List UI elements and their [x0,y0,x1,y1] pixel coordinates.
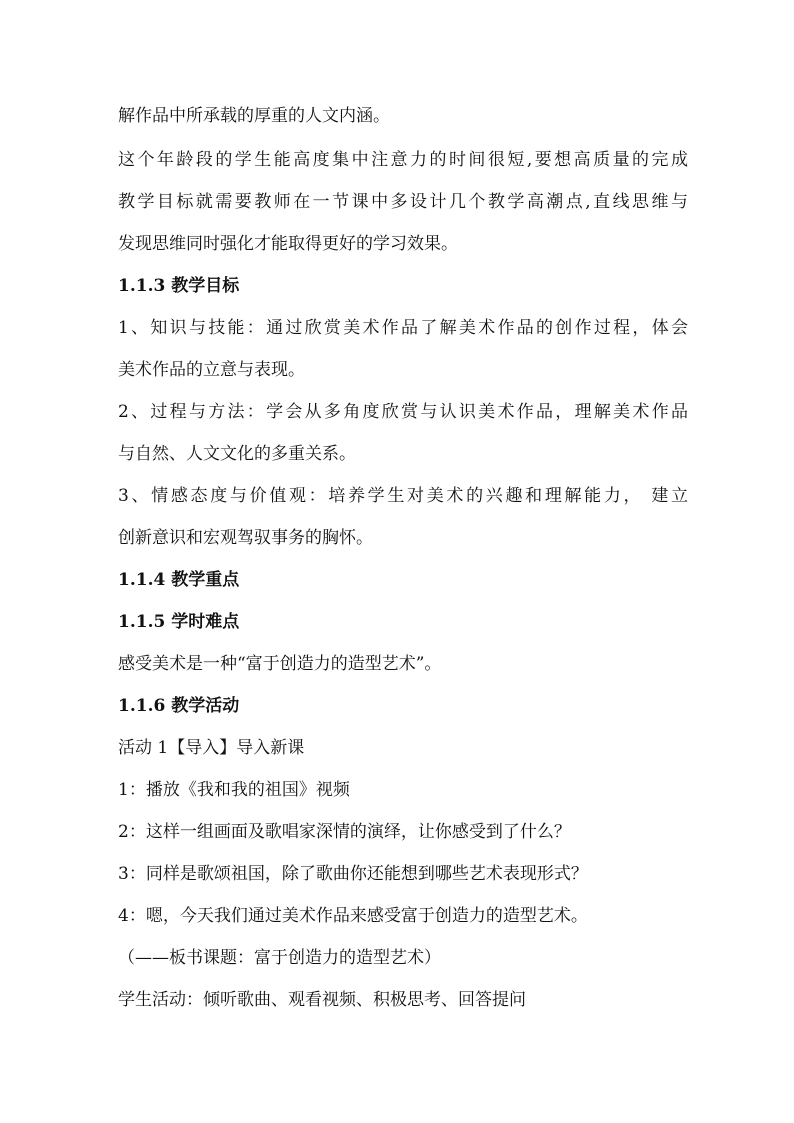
paragraph-line: 解作品中所承载的厚重的人文内涵。 [118,106,390,126]
list-item: 1：播放《我和我的祖国》视频 [118,780,350,800]
paragraph-line: 发现思维同时强化才能取得更好的学习效果。 [118,234,458,254]
paragraph-line: 创新意识和宏观驾驭事务的胸怀。 [118,528,373,548]
paragraph-line: 1、知识与技能：通过欣赏美术作品了解美术作品的创作过程，体会 [118,318,688,338]
paragraph-line: 美术作品的立意与表现。 [118,360,305,380]
paragraph-line: 教学目标就需要教师在一节课中多设计几个教学高潮点,直线思维与 [118,192,688,212]
paragraph-line: 感受美术是一种“富于创造力的造型艺术”。 [118,654,442,674]
section-heading: 1.1.5 学时难点 [118,612,240,632]
section-heading: 1.1.3 教学目标 [118,276,240,296]
list-item: 3：同样是歌颂祖国，除了歌曲你还能想到哪些艺术表现形式？ [118,864,588,884]
section-heading: 1.1.4 教学重点 [118,570,240,590]
section-heading: 1.1.6 教学活动 [118,696,240,716]
paragraph-line: 2、过程与方法：学会从多角度欣赏与认识美术作品，理解美术作品 [118,402,688,422]
paragraph-line: 学生活动：倾听歌曲、观看视频、积极思考、回答提问 [118,990,526,1010]
paragraph-line: 这个年龄段的学生能高度集中注意力的时间很短,要想高质量的完成 [118,150,688,170]
paragraph-line: （——板书课题：富于创造力的造型艺术） [118,948,441,968]
paragraph-line: 与自然、人文文化的多重关系。 [118,444,356,464]
list-item: 4：嗯，今天我们通过美术作品来感受富于创造力的造型艺术。 [118,906,588,926]
paragraph-line: 3、情感态度与价值观：培养学生对美术的兴趣和理解能力， 建立 [118,486,688,506]
list-item: 2：这样一组画面及歌唱家深情的演绎，让你感受到了什么？ [118,822,571,842]
paragraph-line: 活动 1【导入】导入新课 [118,738,305,758]
